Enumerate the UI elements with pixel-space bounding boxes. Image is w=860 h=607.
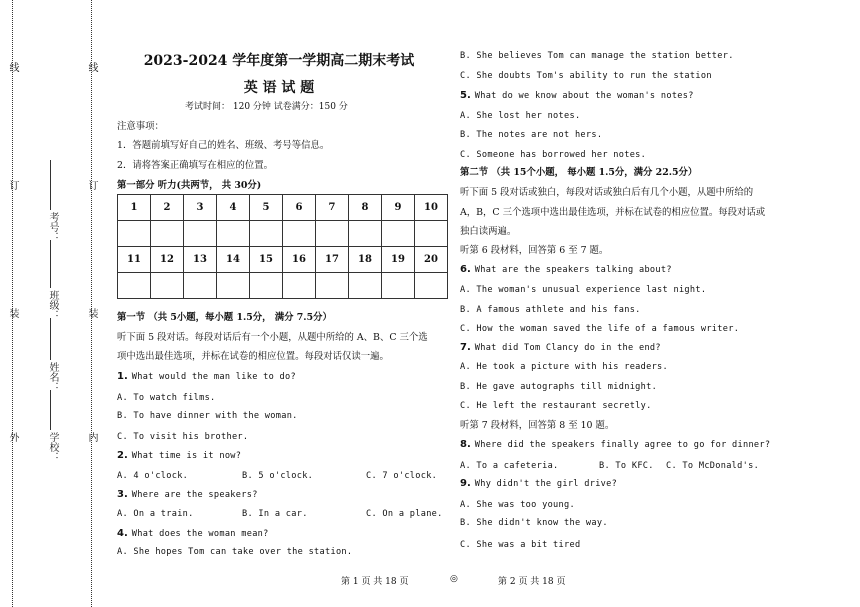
notice-item-2: 2．请将答案正确填写在相应的位置。 (117, 160, 273, 171)
inner-marker-xian: 线 (86, 62, 97, 72)
answer-cell[interactable] (316, 273, 349, 299)
field-label-student-id: 考号： (47, 212, 58, 242)
question-text: What did Tom Clancy do in the end? (474, 343, 661, 353)
question-number: 9. (460, 478, 471, 489)
grid-num-20: 20 (415, 247, 448, 273)
inner-marker-nei: 内 (86, 432, 97, 442)
exam-info: 考试时间： 120 分钟 试卷满分：150 分 (185, 102, 348, 112)
answer-cell[interactable] (118, 273, 151, 299)
question-text: Where did the speakers finally agree to go for dinner? (474, 440, 771, 450)
q7-option-a: A. He took a picture with his readers. (460, 362, 669, 372)
school-line[interactable] (50, 390, 51, 430)
question-3 (117, 489, 258, 501)
grid-num-18: 18 (349, 247, 382, 273)
binding-margin (0, 0, 100, 607)
question-text: What do we know about the woman's notes? (474, 91, 694, 101)
inner-dotted-line (91, 0, 92, 607)
question-text: What time is it now? (131, 451, 242, 461)
question-number: 8. (460, 439, 471, 450)
center-mark-icon: ◎ (450, 574, 458, 584)
grid-num-2: 2 (151, 195, 184, 221)
grid-num-12: 12 (151, 247, 184, 273)
outer-marker-xian: 线 (7, 62, 18, 72)
material-7-note: 听第 7 段材料，回答第 8 至 10 题。 (460, 420, 615, 431)
grid-answer-row-1 (118, 221, 448, 247)
page-number-right: 第 2 页 共 18 页 (498, 577, 566, 587)
exam-subtitle: 英 语 试 题 (243, 80, 315, 96)
answer-cell[interactable] (184, 273, 217, 299)
question-text: What does the woman mean? (131, 529, 269, 539)
question-2 (117, 450, 241, 462)
section1-instructions-1: 听下面 5 段对话。每段对话后有一个小题，从题中所给的 A、B、C 三个选 (117, 332, 428, 343)
question-text: Where are the speakers? (131, 490, 258, 500)
grid-num-4: 4 (217, 195, 250, 221)
outer-marker-wai: 外 (7, 432, 18, 442)
grid-num-9: 9 (382, 195, 415, 221)
section1-instructions-2: 项中选出最佳选项，并标在试卷的相应位置。每段对话仅读一遍。 (117, 351, 389, 362)
question-number: 3. (117, 489, 128, 500)
grid-number-row-1 (118, 195, 448, 221)
q8-option-c: C. To McDonald's. (666, 461, 760, 471)
grid-num-10: 10 (415, 195, 448, 221)
part1-heading: 第一部分 听力(共两节， 共 30分) (117, 180, 262, 191)
notice-item-1: 1．答题前填写好自己的姓名、班级、考号等信息。 (117, 140, 330, 151)
answer-cell[interactable] (382, 221, 415, 247)
grid-num-14: 14 (217, 247, 250, 273)
q8-option-a: A. To a cafeteria. (460, 461, 559, 471)
grid-num-5: 5 (250, 195, 283, 221)
student-id-line[interactable] (50, 160, 51, 210)
answer-cell[interactable] (250, 221, 283, 247)
q6-option-c: C. How the woman saved the life of a famous writer. (460, 324, 740, 334)
q9-option-c: C. She was a bit tired (460, 540, 581, 550)
notice-heading: 注意事项： (117, 121, 164, 132)
q3-option-c: C. On a plane. (366, 509, 443, 519)
question-5 (460, 90, 694, 102)
answer-cell[interactable] (250, 273, 283, 299)
q1-option-a: A. To watch films. (117, 393, 216, 403)
grid-num-17: 17 (316, 247, 349, 273)
question-6 (460, 264, 672, 276)
q1-option-c: C. To visit his brother. (117, 432, 249, 442)
section2-heading: 第二节 （共 15个小题， 每小题 1.5分，满分 22.5分） (460, 167, 698, 178)
answer-cell[interactable] (415, 273, 448, 299)
grid-num-11: 11 (118, 247, 151, 273)
answer-cell[interactable] (151, 221, 184, 247)
answer-cell[interactable] (118, 221, 151, 247)
q1-option-b: B. To have dinner with the woman. (117, 411, 298, 421)
section2-instructions-3: 独白读两遍。 (460, 226, 517, 237)
grid-num-16: 16 (283, 247, 316, 273)
q7-option-b: B. He gave autographs till midnight. (460, 382, 658, 392)
answer-cell[interactable] (415, 221, 448, 247)
field-label-school: 学校： (47, 432, 58, 462)
question-number: 7. (460, 342, 471, 353)
q9-option-b: B. She didn't know the way. (460, 518, 608, 528)
q2-option-a: A. 4 o'clock. (117, 471, 189, 481)
answer-cell[interactable] (217, 221, 250, 247)
exam-title: 2023-2024 学年度第一学期高二期末考试 (143, 53, 415, 69)
question-8 (460, 439, 770, 451)
question-text: What would the man like to do? (131, 372, 296, 382)
class-line[interactable] (50, 240, 51, 288)
grid-num-19: 19 (382, 247, 415, 273)
question-4 (117, 528, 269, 540)
question-number: 5. (460, 90, 471, 101)
name-line[interactable] (50, 318, 51, 360)
q7-option-c: C. He left the restaurant secretly. (460, 401, 652, 411)
material-6-note: 听第 6 段材料，回答第 6 至 7 题。 (460, 245, 609, 256)
question-7 (460, 342, 661, 354)
answer-cell[interactable] (349, 273, 382, 299)
grid-num-3: 3 (184, 195, 217, 221)
grid-num-8: 8 (349, 195, 382, 221)
answer-grid (117, 194, 448, 299)
answer-cell[interactable] (217, 273, 250, 299)
question-number: 1. (117, 371, 128, 382)
grid-number-row-2 (118, 247, 448, 273)
inner-marker-ding: 订 (86, 180, 97, 190)
inner-marker-zhuang: 装 (86, 308, 97, 318)
q5-option-a: A. She lost her notes. (460, 111, 581, 121)
answer-cell[interactable] (184, 221, 217, 247)
question-text: Why didn't the girl drive? (474, 479, 618, 489)
answer-cell[interactable] (349, 221, 382, 247)
grid-num-7: 7 (316, 195, 349, 221)
section2-instructions-1: 听下面 5 段对话或独白，每段对话或独白后有几个小题，从题中所给的 (460, 187, 754, 198)
question-number: 4. (117, 528, 128, 539)
grid-num-6: 6 (283, 195, 316, 221)
outer-dotted-line (12, 0, 13, 607)
question-number: 6. (460, 264, 471, 275)
q2-option-b: B. 5 o'clock. (242, 471, 314, 481)
answer-cell[interactable] (283, 273, 316, 299)
answer-cell[interactable] (283, 221, 316, 247)
q6-option-a: A. The woman's unusual experience last night. (460, 285, 707, 295)
q5-option-c: C. Someone has borrowed her notes. (460, 150, 647, 160)
field-label-class: 班级： (47, 290, 58, 320)
section1-heading: 第一节 （共 5小题，每小题 1.5分， 满分 7.5分） (117, 312, 332, 323)
grid-answer-row-2 (118, 273, 448, 299)
field-label-name: 姓名： (47, 362, 58, 392)
q4-option-b: B. She believes Tom can manage the station better. (460, 51, 734, 61)
grid-num-1: 1 (118, 195, 151, 221)
q6-option-b: B. A famous athlete and his fans. (460, 305, 641, 315)
q8-option-b: B. To KFC. (599, 461, 654, 471)
outer-marker-ding: 订 (7, 180, 18, 190)
answer-cell[interactable] (382, 273, 415, 299)
q3-option-a: A. On a train. (117, 509, 194, 519)
question-9 (460, 478, 617, 490)
answer-cell[interactable] (151, 273, 184, 299)
section2-instructions-2: A，B，C 三个选项中选出最佳选项，并标在试卷的相应位置。每段对话或 (460, 207, 766, 218)
q2-option-c: C. 7 o'clock. (366, 471, 438, 481)
q3-option-b: B. In a car. (242, 509, 308, 519)
q4-option-c: C. She doubts Tom's ability to run the station (460, 71, 712, 81)
outer-marker-zhuang: 装 (7, 308, 18, 318)
question-1 (117, 371, 296, 383)
q5-option-b: B. The notes are not hers. (460, 130, 603, 140)
q9-option-a: A. She was too young. (460, 500, 575, 510)
grid-num-13: 13 (184, 247, 217, 273)
answer-cell[interactable] (316, 221, 349, 247)
question-number: 2. (117, 450, 128, 461)
question-text: What are the speakers talking about? (474, 265, 672, 275)
q4-option-a: A. She hopes Tom can take over the station. (117, 547, 353, 557)
page-number-left: 第 1 页 共 18 页 (341, 577, 409, 587)
grid-num-15: 15 (250, 247, 283, 273)
